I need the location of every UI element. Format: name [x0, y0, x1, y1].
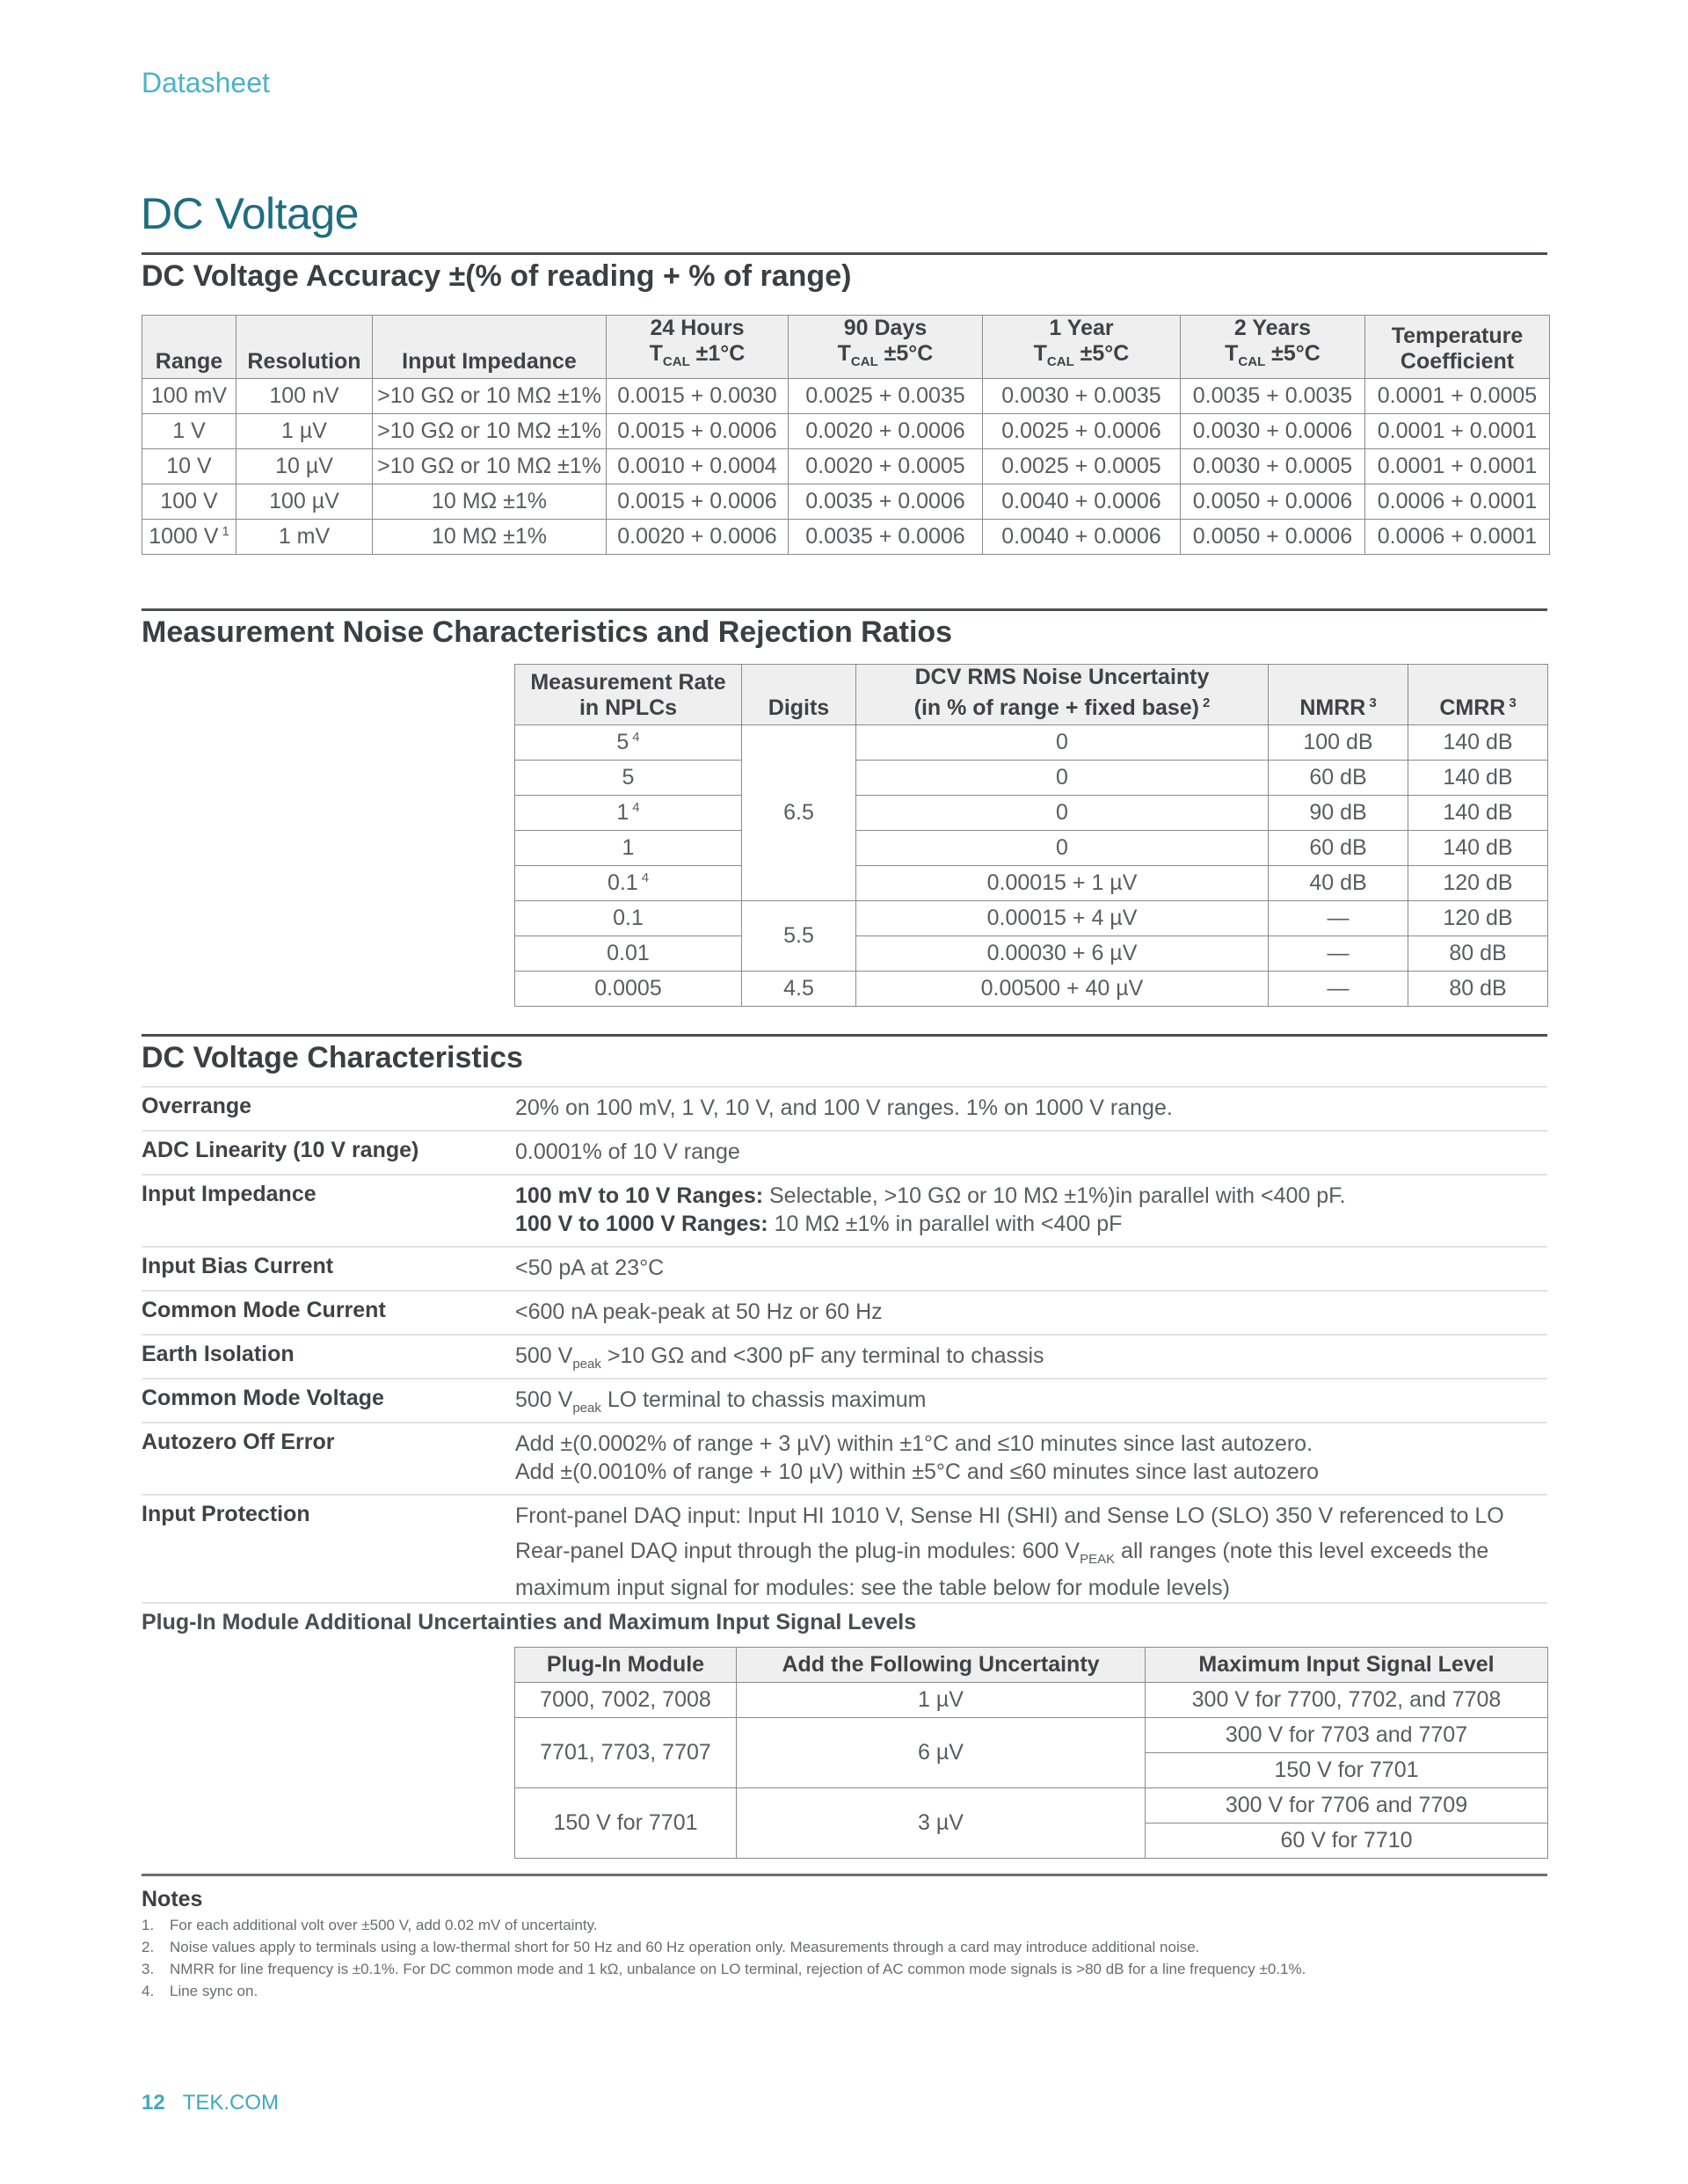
table-row [515, 866, 1548, 901]
cell-nmrr: — [1269, 901, 1408, 936]
spec-label: Common Mode Current [142, 1298, 386, 1322]
document-type-label: Datasheet [142, 67, 270, 98]
cell-2-years: 0.0050 + 0.0006 [1181, 520, 1365, 555]
column-header-resolution: Resolution [236, 316, 373, 379]
cell-uncertainty: 3 µV [737, 1788, 1146, 1859]
accuracy-table [142, 315, 1550, 555]
cell-digits: 5.5 [742, 901, 856, 972]
table-header-row [142, 316, 1550, 379]
cell-uncertainty: 6 µV [737, 1718, 1146, 1788]
cell-temp-coefficient: 0.0001 + 0.0001 [1365, 414, 1550, 449]
cell-2-years: 0.0050 + 0.0006 [1181, 484, 1365, 520]
cell-rate: 5 $^4$ [515, 725, 742, 761]
row-divider [142, 1130, 1547, 1132]
column-header-24-hours: 24 Hours $T_{CAL} \pm 1^\circ C$ [607, 316, 789, 379]
cell-max-level: 150 V for 7701 [1146, 1753, 1548, 1788]
cell-noise: 0.00015 + 1 µV [856, 866, 1269, 901]
cell-max-level: 300 V for 7703 and 7707 [1146, 1718, 1548, 1753]
cell-24-hours: 0.0015 + 0.0006 [607, 484, 789, 520]
cell-digits: 6.5 [742, 725, 856, 901]
column-header-input-impedance: Input Impedance [373, 316, 607, 379]
column-header-temperature-coefficient: Temperature Coefficient [1365, 316, 1550, 379]
cell-noise: 0.00500 + 40 µV [856, 972, 1269, 1007]
cell-module: 150 V for 7701 [515, 1788, 737, 1859]
cell-noise: 0 [856, 725, 1269, 761]
cell-2-years: 0.0035 + 0.0035 [1181, 379, 1365, 414]
cell-cmrr: 140 dB [1408, 725, 1548, 761]
cell-1-year: 0.0040 + 0.0006 [983, 520, 1181, 555]
cell-temp-coefficient: 0.0006 + 0.0001 [1365, 520, 1550, 555]
cell-max-level: 60 V for 7710 [1146, 1824, 1548, 1859]
footnote: 2. Noise values apply to terminals using a low-thermal short for 50 Hz and 60 Hz operation only. Measurements through a card may introduce additional noise. [142, 1939, 1200, 1955]
cell-temp-coefficient: 0.0001 + 0.0001 [1365, 449, 1550, 484]
characteristics-heading: DC Voltage Characteristics [142, 1041, 523, 1074]
cell-max-level: 300 V for 7706 and 7709 [1146, 1788, 1548, 1824]
cell-noise: 0 [856, 831, 1269, 866]
cell-cmrr: 140 dB [1408, 796, 1548, 831]
cell-impedance: >10 GΩ or 10 MΩ ±1% [373, 449, 607, 484]
cell-temp-coefficient: 0.0006 + 0.0001 [1365, 484, 1550, 520]
cell-range: 100 mV [142, 379, 236, 414]
accuracy-heading: DC Voltage Accuracy ±(% of reading + % of range) [142, 259, 852, 293]
spec-value: <600 nA peak-peak at 50 Hz or 60 Hz [515, 1299, 883, 1324]
cell-impedance: >10 GΩ or 10 MΩ ±1% [373, 414, 607, 449]
cell-max-level: 300 V for 7700, 7702, and 7708 [1146, 1683, 1548, 1718]
table-row [142, 520, 1550, 555]
table-row [515, 1718, 1548, 1753]
row-divider [142, 1602, 1547, 1604]
table-row [515, 1683, 1548, 1718]
table-row [142, 414, 1550, 449]
site-link[interactable]: TEK.COM [182, 2091, 280, 2115]
spec-value: 500 $V_{peak}$ LO terminal to chassis maximum [515, 1387, 927, 1416]
cell-1-year: 0.0030 + 0.0035 [983, 379, 1181, 414]
cell-24-hours: 0.0015 + 0.0006 [607, 414, 789, 449]
cell-range: 100 V [142, 484, 236, 520]
column-header-2-years: 2 Years $T_{CAL} \pm 5^\circ C$ [1181, 316, 1365, 379]
cell-resolution: 10 µV [236, 449, 373, 484]
cell-resolution: 1 mV [236, 520, 373, 555]
table-row [515, 796, 1548, 831]
table-header-row [515, 665, 1548, 725]
noise-heading: Measurement Noise Characteristics and Rejection Ratios [142, 615, 953, 649]
cell-24-hours: 0.0010 + 0.0004 [607, 449, 789, 484]
cell-nmrr: 40 dB [1269, 866, 1408, 901]
page-title: DC Voltage [141, 189, 359, 238]
plugin-heading: Plug-In Module Additional Uncertainties and Maximum Input Signal Levels [142, 1610, 917, 1634]
cell-90-days: 0.0025 + 0.0035 [789, 379, 983, 414]
table-row [142, 449, 1550, 484]
spec-value: 500 $V_{peak} >10$ GΩ and <300 pF any terminal to chassis [515, 1343, 1044, 1372]
cell-nmrr: 100 dB [1269, 725, 1408, 761]
cell-noise: 0.00030 + 6 µV [856, 936, 1269, 972]
table-row [142, 379, 1550, 414]
cell-nmrr: 90 dB [1269, 796, 1408, 831]
footnote: 4. Line sync on. [142, 1983, 258, 1999]
spec-label: Input Bias Current [142, 1254, 334, 1278]
footnote-ref: 1 [222, 524, 229, 539]
cell-range: 1 V [142, 414, 236, 449]
cell-rate: 0.0005 [515, 972, 742, 1007]
table-row [515, 936, 1548, 972]
row-divider [142, 1246, 1547, 1248]
spec-value: Front-panel DAQ input: Input HI 1010 V, Sense HI (SHI) and Sense LO (SLO) 350 V referenced to LO Rear-panel DAQ input through the plug-in modules: 600 $V_{PEAK}$ all ranges (note this level exceeds the maximum input signal for modules: see the table below for module levels) [515, 1503, 1504, 1600]
cell-range: 1000 V $^1$ [142, 520, 236, 555]
spec-label: Earth Isolation [142, 1342, 295, 1366]
section-divider [142, 1874, 1547, 1876]
page-footer [142, 2091, 279, 2115]
table-row [142, 484, 1550, 520]
cell-cmrr: 140 dB [1408, 761, 1548, 796]
column-header-measurement-rate: Measurement Rate in NPLCs [515, 665, 742, 725]
table-row [515, 761, 1548, 796]
column-header-uncertainty: Add the Following Uncertainty [737, 1648, 1146, 1683]
table-row [515, 831, 1548, 866]
cell-digits: 4.5 [742, 972, 856, 1007]
cell-cmrr: 120 dB [1408, 901, 1548, 936]
table-header-row [515, 1648, 1548, 1683]
cell-temp-coefficient: 0.0001 + 0.0005 [1365, 379, 1550, 414]
table-row [515, 901, 1548, 936]
row-divider [142, 1422, 1547, 1423]
spec-label: Input Impedance [142, 1182, 316, 1206]
spec-value: 20% on 100 mV, 1 V, 10 V, and 100 V ranges. 1% on 1000 V range. [515, 1096, 1173, 1120]
cell-nmrr: — [1269, 936, 1408, 972]
cell-rate: 1 $^4$ [515, 796, 742, 831]
cell-nmrr: — [1269, 972, 1408, 1007]
cell-2-years: 0.0030 + 0.0006 [1181, 414, 1365, 449]
cell-rate: 0.1 $^4$ [515, 866, 742, 901]
cell-module: 7701, 7703, 7707 [515, 1718, 737, 1788]
table-row [515, 972, 1548, 1007]
cell-cmrr: 80 dB [1408, 972, 1548, 1007]
cell-24-hours: 0.0020 + 0.0006 [607, 520, 789, 555]
notes-heading: Notes [142, 1887, 203, 1911]
cell-resolution: 100 µV [236, 484, 373, 520]
plugin-table [514, 1647, 1548, 1859]
cell-1-year: 0.0040 + 0.0006 [983, 484, 1181, 520]
row-divider [142, 1334, 1547, 1336]
spec-label: Autozero Off Error [142, 1430, 335, 1454]
cell-resolution: 100 nV [236, 379, 373, 414]
cell-module: 7000, 7002, 7008 [515, 1683, 737, 1718]
cell-nmrr: 60 dB [1269, 761, 1408, 796]
column-header-max-input: Maximum Input Signal Level [1146, 1648, 1548, 1683]
cell-1-year: 0.0025 + 0.0006 [983, 414, 1181, 449]
cell-impedance: 10 MΩ ±1% [373, 484, 607, 520]
spec-label: ADC Linearity (10 V range) [142, 1138, 419, 1162]
row-divider [142, 1174, 1547, 1176]
section-divider [142, 252, 1547, 255]
spec-value: <50 pA at 23°C [515, 1256, 665, 1280]
row-divider [142, 1290, 1547, 1292]
cell-nmrr: 60 dB [1269, 831, 1408, 866]
column-header-1-year: 1 Year $T_{CAL} \pm 5^\circ C$ [983, 316, 1181, 379]
row-divider [142, 1086, 1547, 1088]
cell-noise: 0 [856, 761, 1269, 796]
cell-resolution: 1 µV [236, 414, 373, 449]
spec-value: 0.0001% of 10 V range [515, 1139, 740, 1164]
cell-uncertainty: 1 µV [737, 1683, 1146, 1718]
cell-cmrr: 80 dB [1408, 936, 1548, 972]
cell-impedance: 10 MΩ ±1% [373, 520, 607, 555]
row-divider [142, 1494, 1547, 1496]
column-header-digits: Digits [742, 665, 856, 725]
row-divider [142, 1378, 1547, 1380]
spec-label: Input Protection [142, 1502, 310, 1526]
cell-rate: 5 [515, 761, 742, 796]
column-header-90-days: 90 Days $T_{CAL} \pm 5^\circ C$ [789, 316, 983, 379]
section-divider [142, 608, 1547, 611]
cell-24-hours: 0.0015 + 0.0030 [607, 379, 789, 414]
column-header-plugin-module: Plug-In Module [515, 1648, 737, 1683]
section-divider [142, 1034, 1547, 1037]
table-row [515, 1788, 1548, 1824]
spec-value: Add ±(0.0002% of range + 3 µV) within ±1°C and ≤10 minutes since last autozero. Add ±(0.0010% of range + 10 µV) within ±5°C and ≤60 minutes since last autozero [515, 1431, 1319, 1484]
cell-90-days: 0.0035 + 0.0006 [789, 484, 983, 520]
cell-noise: 0 [856, 796, 1269, 831]
cell-cmrr: 120 dB [1408, 866, 1548, 901]
cell-2-years: 0.0030 + 0.0005 [1181, 449, 1365, 484]
column-header-range: Range [142, 316, 236, 379]
cell-1-year: 0.0025 + 0.0005 [983, 449, 1181, 484]
page-number: 12 [142, 2091, 165, 2115]
cell-90-days: 0.0035 + 0.0006 [789, 520, 983, 555]
column-header-nmrr: NMRR $^3$ [1269, 665, 1408, 725]
noise-table [514, 664, 1548, 1007]
column-header-noise-uncertainty: DCV RMS Noise Uncertainty (in % of range + fixed base) $^2$ [856, 665, 1269, 725]
cell-90-days: 0.0020 + 0.0006 [789, 414, 983, 449]
table-row [515, 725, 1548, 761]
footnote: 3. NMRR for line frequency is ±0.1%. For DC common mode and 1 kΩ, unbalance on LO terminal, rejection of AC common mode signals is >80 dB for a line frequency ±0.1%. [142, 1961, 1306, 1977]
footnote: 1. For each additional volt over ±500 V, add 0.02 mV of uncertainty. [142, 1917, 598, 1933]
cell-90-days: 0.0020 + 0.0005 [789, 449, 983, 484]
spec-label: Common Mode Voltage [142, 1386, 384, 1410]
spec-value: 100 mV to 10 V Ranges: Selectable, >10 GΩ or 10 MΩ ±1%)in parallel with <400 pF. 100 V to 1000 V Ranges: 10 MΩ ±1% in parallel with <400 pF [515, 1183, 1346, 1236]
cell-cmrr: 140 dB [1408, 831, 1548, 866]
cell-range: 10 V [142, 449, 236, 484]
cell-rate: 0.1 [515, 901, 742, 936]
cell-rate: 0.01 [515, 936, 742, 972]
column-header-cmrr: CMRR $^3$ [1408, 665, 1548, 725]
cell-rate: 1 [515, 831, 742, 866]
cell-noise: 0.00015 + 4 µV [856, 901, 1269, 936]
spec-label: Overrange [142, 1094, 252, 1118]
cell-impedance: >10 GΩ or 10 MΩ ±1% [373, 379, 607, 414]
